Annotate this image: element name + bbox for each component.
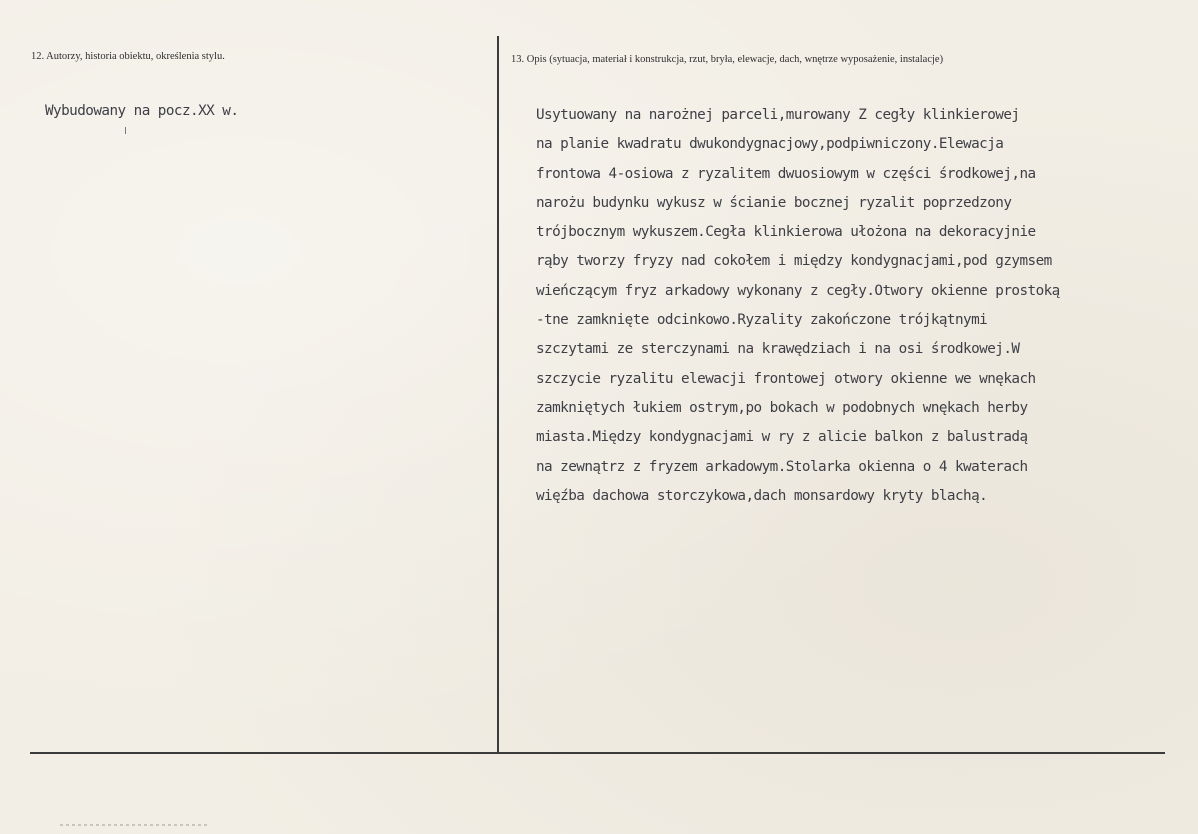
description-line: szczytami ze sterczynami na krawędziach i na osi środkowej.W xyxy=(536,341,1020,358)
column-divider xyxy=(497,36,499,752)
description-line: więźba dachowa storczykowa,dach monsardowy kryty blachą. xyxy=(536,487,988,504)
description-line: zamkniętych łukiem ostrym,po bokach w podobnych wnękach herby xyxy=(536,399,1028,416)
description-line: miasta.Między kondygnacjami w ry z alicie balkon z balustradą xyxy=(536,429,1028,446)
history-text: Wybudowany na pocz.XX w. xyxy=(45,103,239,119)
description-line: szczycie ryzalitu elewacji frontowej otwory okienne we wnękach xyxy=(536,370,1036,387)
description-line: narożu budynku wykusz w ścianie bocznej ryzalit poprzedzony xyxy=(536,194,1012,211)
faint-stamp-mark xyxy=(60,824,210,826)
pencil-mark xyxy=(125,127,126,134)
description-line: frontowa 4-osiowa z ryzalitem dwuosiowym w części środkowej,na xyxy=(536,165,1036,182)
description-line: na zewnątrz z fryzem arkadowym.Stolarka okienna o 4 kwaterach xyxy=(536,458,1028,475)
bottom-rule xyxy=(30,752,1165,754)
description-line: na planie kwadratu dwukondygnacjowy,podpiwniczony.Elewacja xyxy=(536,136,1004,153)
description-line: Usytuowany na narożnej parceli,murowany Z cegły klinkierowej xyxy=(536,107,1020,123)
description-line: rąby tworzy fryzy nad cokołem i między kondygnacjami,pod gzymsem xyxy=(536,253,1052,270)
description-line: -tne zamknięte odcinkowo.Ryzality zakończone trójkątnymi xyxy=(536,312,988,329)
description-text xyxy=(536,101,1198,511)
section-12-heading: 12. Autorzy, historia obiektu, określenia stylu. xyxy=(31,51,225,62)
description-line: wieńczącym fryz arkadowy wykonany z cegły.Otwory okienne prostoką xyxy=(536,282,1060,299)
description-line: trójbocznym wykuszem.Cegła klinkierowa ułożona na dekoracyjnie xyxy=(536,224,1036,241)
section-13-heading: 13. Opis (sytuacja, materiał i konstrukcja, rzut, bryła, elewacje, dach, wnętrze wyposażenie, instalacje) xyxy=(511,54,944,65)
